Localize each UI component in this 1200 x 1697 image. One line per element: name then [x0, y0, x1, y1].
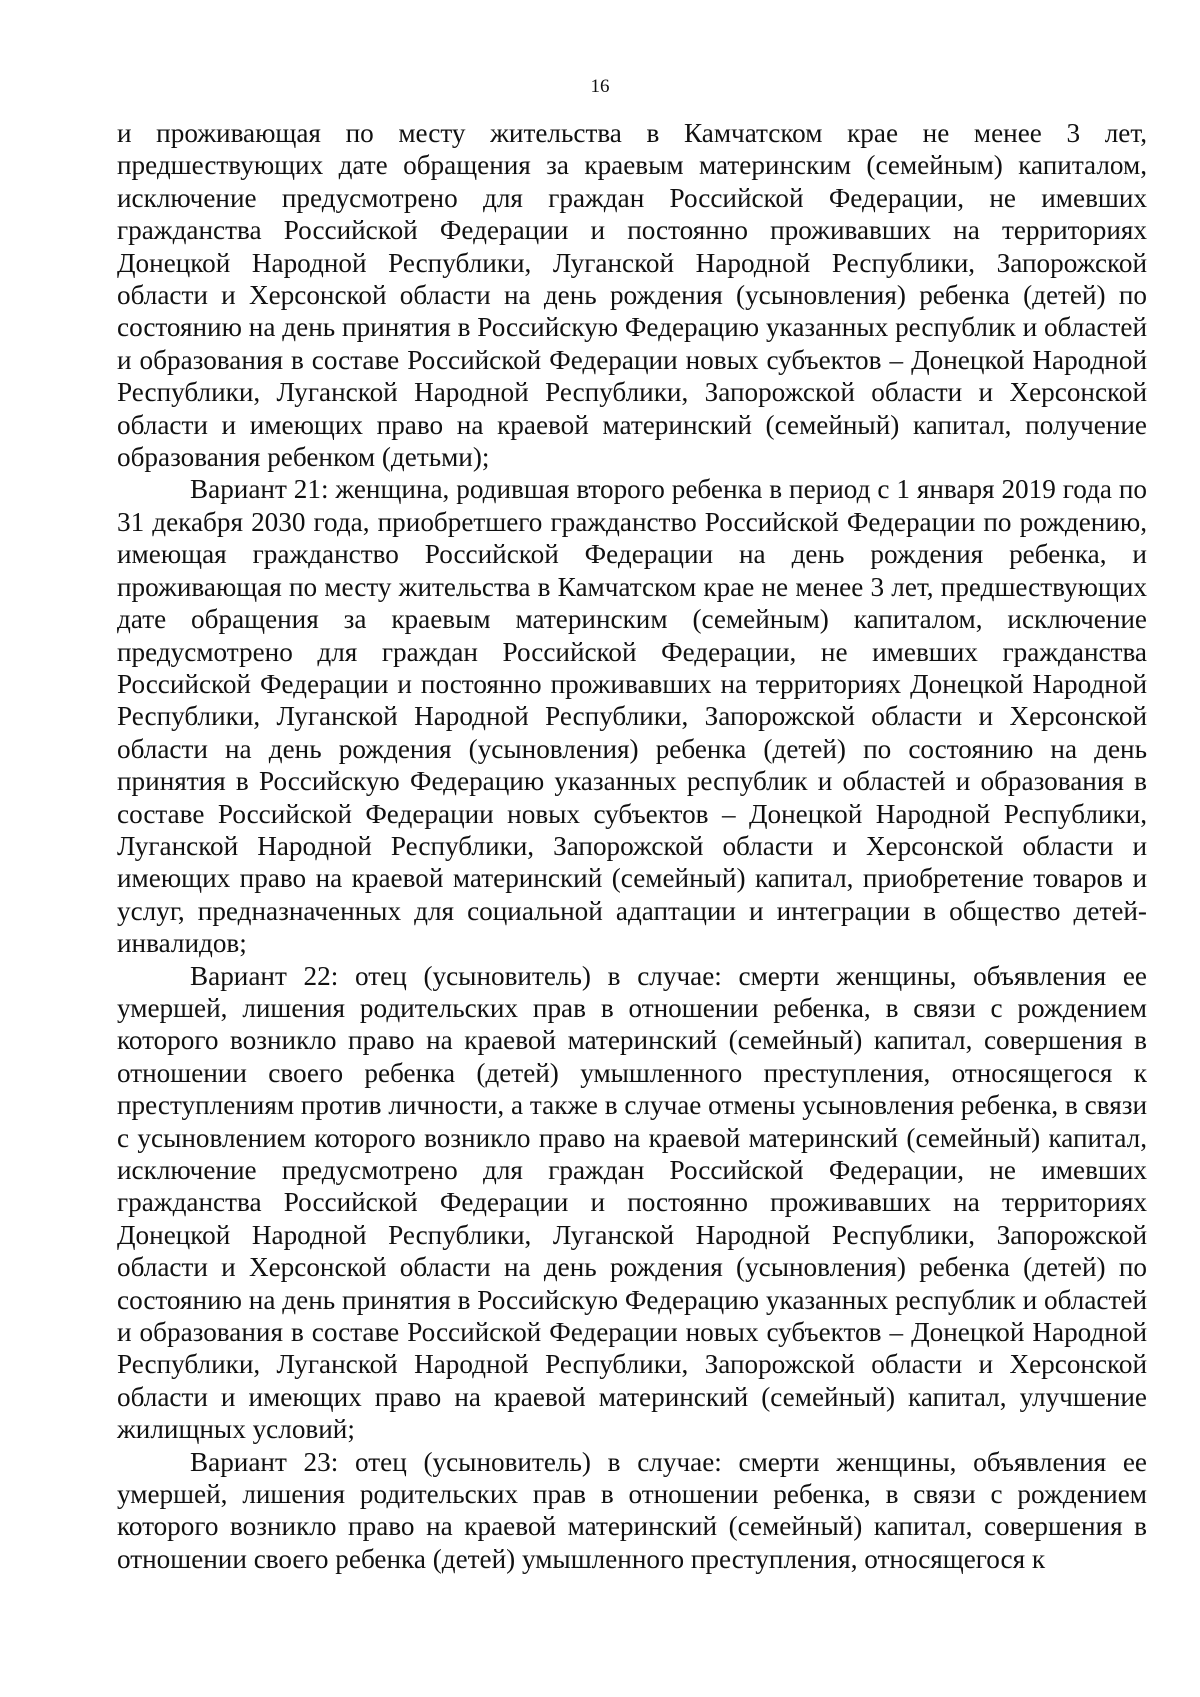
paragraph-variant-22: Вариант 22: отец (усыновитель) в случае: смерти женщины, объявления ее умершей, лишения родительских прав в отношении ребенка, в связи с рождением которого возникло право на краевой материнский (семейный) капитал, совершения в отношении своего ребенка (детей) умышленного преступления, относящегося к преступлениям против личности, а также в случае отмены усыновления ребенка, в связи с усыновлением которого возникло право на краевой материнский (семейный) капитал, исключение предусмотрено для граждан Российской Федерации, не имевших гражданства Российской Федерации и постоянно проживавших на территориях Донецкой Народной Республики, Луганской Народной Республики, Запорожской области и Херсонской области на день рождения (усыновления) ребенка (детей) по состоянию на день принятия в Российскую Федерацию указанных республик и областей и образования в составе Российской Федерации новых субъектов – Донецкой Народной Республики, Луганской Народной Республики, Запорожской области и Херсонской области и имеющих право на краевой материнский (семейный) капитал, улучшение жилищных условий;	[117, 960, 1147, 1445]
paragraph-variant-23: Вариант 23: отец (усыновитель) в случае: смерти женщины, объявления ее умершей, лишения родительских прав в отношении ребенка, в связи с рождением которого возникло право на краевой материнский (семейный) капитал, совершения в отношении своего ребенка (детей) умышленного преступления, относящегося к	[117, 1446, 1147, 1574]
document-body	[117, 117, 1147, 1575]
page-number: 16	[590, 76, 610, 97]
paragraph-variant-21: Вариант 21: женщина, родившая второго ребенка в период с 1 января 2019 года по 31 декабря 2030 года, приобретшего гражданство Российской Федерации по рождению, имеющая гражданство Российской Федерации на день рождения ребенка, и проживающая по месту жительства в Камчатском крае не менее 3 лет, предшествующих дате обращения за краевым материнским (семейным) капиталом, исключение предусмотрено для граждан Российской Федерации, не имевших гражданства Российской Федерации и постоянно проживавших на территориях Донецкой Народной Республики, Луганской Народной Республики, Запорожской области и Херсонской области на день рождения (усыновления) ребенка (детей) по состоянию на день принятия в Российскую Федерацию указанных республик и областей и образования в составе Российской Федерации новых субъектов – Донецкой Народной Республики, Луганской Народной Республики, Запорожской области и Херсонской области и имеющих право на краевой материнский (семейный) капитал, приобретение товаров и услуг, предназначенных для социальной адаптации и интеграции в общество детей-инвалидов;	[117, 474, 1147, 959]
paragraph-continuation: и проживающая по месту жительства в Камчатском крае не менее 3 лет, предшествующих дате обращения за краевым материнским (семейным) капиталом, исключение предусмотрено для граждан Российской Федерации, не имевших гражданства Российской Федерации и постоянно проживавших на территориях Донецкой Народной Республики, Луганской Народной Республики, Запорожской области и Херсонской области на день рождения (усыновления) ребенка (детей) по состоянию на день принятия в Российскую Федерацию указанных республик и областей и образования в составе Российской Федерации новых субъектов – Донецкой Народной Республики, Луганской Народной Республики, Запорожской области и Херсонской области и имеющих право на краевой материнский (семейный) капитал, получение образования ребенком (детьми);	[117, 118, 1147, 473]
